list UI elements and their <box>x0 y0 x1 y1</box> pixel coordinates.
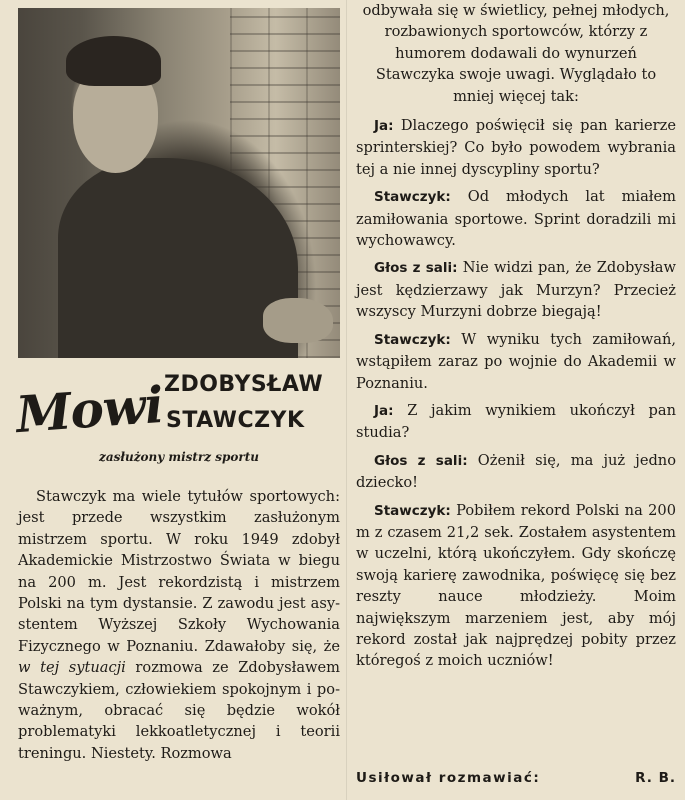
dialogue-line <box>356 257 676 322</box>
article-body-left <box>18 486 340 764</box>
headline-subtitle: zasłużony mistrz sportu <box>99 450 259 464</box>
speaker-label: Stawczyk: <box>374 502 451 519</box>
paragraph-text: Stawczyk ma wiele tytułów sportowych: jest przede wszystkim zasłużonym mistrzem sportu. W roku 1949 zdobył Akademickie Mistrzostwo Świata w biegu na 200 m. Jest rekordzistą i mistrzem Polski na tym dystansie. Z zawodu jest asystentem Wyższej Szkoły Wychowania Fizycznego w Poznaniu. Zdawałoby się, że <box>18 488 340 655</box>
dialogue-intro: odbywała się w świetlicy, pełnej młodych, rozbawionych sportowców, którzy z humorem dodawali do wynurzeń Stawczyka swoje uwagi. Wyglądało to mniej więcej tak: <box>362 2 670 105</box>
dialogue-text: Od młodych lat miałem zamiłowania sportowe. Sprint doradzili mi wychowawcy. <box>356 188 676 250</box>
photo-hair <box>66 36 161 86</box>
dialogue-line <box>356 329 676 394</box>
photo-hand <box>263 298 333 343</box>
dialogue-text: Nie widzi pan, że Zdobysław jest kędzierzawy jak Murzyn? Przecież wszyscy Murzyni dobrze biegają! <box>356 259 676 321</box>
dialogue-line <box>356 186 676 251</box>
speaker-label: Ja: <box>374 118 394 135</box>
paragraph-text-cont: rozmowa ze Zdobysławem Stawczykiem, człowiekiem spokojnym i poważnym, obracać się będzie wokół problematyki lekkoatletycznej i teorii treningu. Niestety. Rozmowa <box>18 659 340 762</box>
right-column <box>356 0 676 786</box>
dialogue-line <box>356 400 676 444</box>
dialogue-text: Ożenił się, ma już jedno dziecko! <box>356 451 676 492</box>
speaker-label: Głos z sali: <box>374 260 458 277</box>
dialogue-line <box>356 450 676 494</box>
column-divider <box>346 0 347 800</box>
signoff-label: Usiłował rozmawiać: <box>356 770 541 786</box>
speaker-label: Stawczyk: <box>374 189 451 206</box>
article-headline <box>14 368 344 458</box>
headline-last-name: STAWCZYK <box>166 408 305 433</box>
portrait-photo <box>18 8 340 358</box>
dialogue-text: Pobiłem rekord Polski na 200 m z czasem 21,2 sek. Zostałem asystentem w uczelni, którą ukończyłem. Gdy skończę swoją karierę zawodnika, poświęcę się bez reszty nauce młodzieży. Moim największym marzeniem jest, aby mój rekord został jak najprędzej pobity przez któregoś z moich uczniów! <box>356 501 676 670</box>
dialogue-text: Z jakim wynikiem ukończył pan studia? <box>356 401 676 442</box>
speaker-label: Głos z sali: <box>374 452 468 469</box>
speaker-label: Stawczyk: <box>374 331 451 348</box>
headline-kicker: Mowi <box>14 374 165 445</box>
left-column <box>14 8 344 798</box>
dialogue-text: W wyniku tych zamiłowań, wstąpiłem zaraz po wojnie do Akademii w Poznaniu. <box>356 330 676 392</box>
speaker-label: Ja: <box>374 402 394 419</box>
dialogue-line <box>356 115 676 180</box>
headline-first-name: ZDOBYSŁAW <box>164 372 324 397</box>
article-signoff <box>356 768 676 789</box>
dialogue-line <box>356 500 676 672</box>
dialogue-text: Dlaczego poświęcił się pan karierze sprinterskiej? Co było powodem wybrania tej a nie innej dyscypliny sportu? <box>356 117 676 178</box>
article-paragraph <box>18 486 340 764</box>
signoff-name: R. B. <box>635 770 676 786</box>
paragraph-italic: w tej sytuacji <box>18 659 126 677</box>
